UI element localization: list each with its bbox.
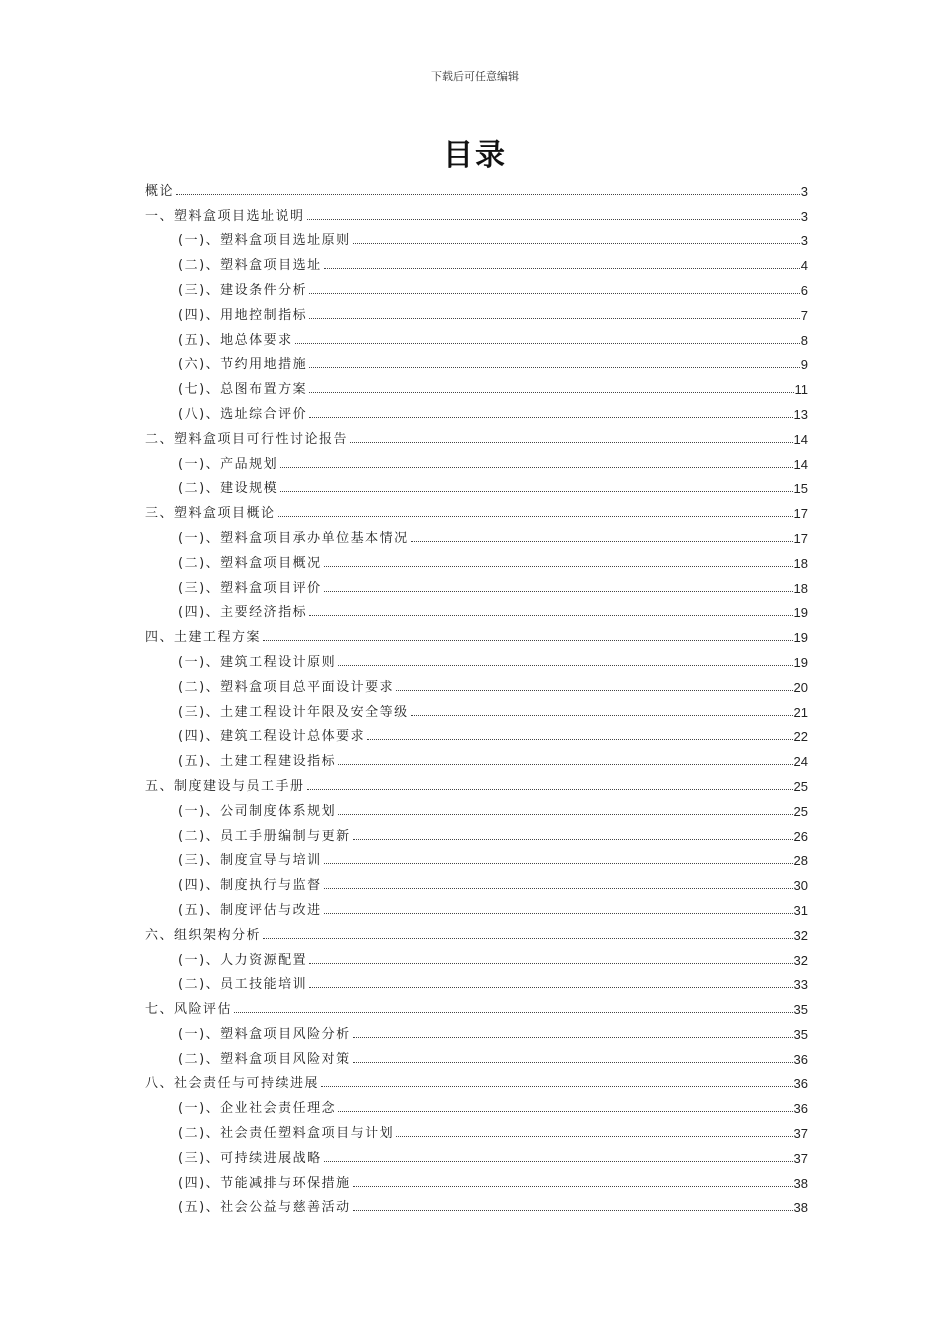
toc-subentry[interactable] [145,348,808,373]
dot-leader [278,516,793,517]
toc-page-number: 19 [793,654,808,670]
toc-entry[interactable] [145,496,808,521]
toc-entry-label: 八、社会责任与可持续进展 [145,1076,320,1092]
toc-entry[interactable] [145,422,808,447]
toc-entry-label: (四)、制度执行与监督 [178,878,322,894]
toc-entry-label: (二)、员工技能培训 [178,977,308,993]
toc-page-number: 15 [793,481,808,497]
toc-subentry[interactable] [145,248,808,273]
toc-page-number: 17 [793,506,808,522]
toc-entry-label: (二)、员工手册编制与更新 [178,828,351,844]
toc-entry-label: (二)、塑料盒项目概况 [178,555,322,571]
toc-subentry[interactable] [145,472,808,497]
toc-page-number: 8 [800,332,808,348]
toc-entry[interactable] [145,199,808,224]
toc-entry-label: (三)、塑料盒项目评价 [178,580,322,596]
toc-page-number: 32 [793,927,808,943]
toc-entry-label: 四、土建工程方案 [145,630,262,646]
toc-page-number: 31 [793,902,808,918]
toc-subentry[interactable] [145,1091,808,1116]
toc-entry-label: (五)、社会公益与慈善活动 [178,1200,351,1216]
dot-leader [324,913,793,914]
toc-entry-label: 一、塑料盒项目选址说明 [145,208,305,224]
toc-subentry[interactable] [145,670,808,695]
toc-page-number: 20 [793,679,808,695]
toc-page-number: 32 [793,952,808,968]
toc-page-number: 35 [793,1002,808,1018]
page-title: 目录 [443,138,507,173]
toc-subentry[interactable] [145,645,808,670]
toc-page-number: 30 [793,878,808,894]
toc-entry-label: (八)、选址综合评价 [178,406,308,422]
toc-entry-label: (一)、塑料盒项目承办单位基本情况 [178,530,409,546]
dot-leader [263,938,793,939]
toc-entry[interactable] [145,918,808,943]
toc-page-number: 26 [793,828,808,844]
toc-page-number: 25 [793,803,808,819]
dot-leader [324,863,793,864]
toc-entry-label: (六)、节约用地措施 [178,357,308,373]
toc-page-number: 14 [793,456,808,472]
table-of-contents [145,174,808,1215]
toc-entry-label: (三)、土建工程设计年限及安全等级 [178,704,409,720]
toc-entry[interactable] [145,1067,808,1092]
toc-page-number: 36 [793,1101,808,1117]
toc-page-number: 4 [800,258,808,274]
toc-page-number: 17 [793,530,808,546]
toc-subentry[interactable] [145,521,808,546]
toc-entry-label: 二、塑料盒项目可行性讨论报告 [145,431,349,447]
toc-subentry[interactable] [145,397,808,422]
dot-leader [324,1161,793,1162]
toc-entry-label: (一)、建筑工程设计原则 [178,654,337,670]
toc-subentry[interactable] [145,794,808,819]
toc-subentry[interactable] [145,224,808,249]
dot-leader [353,243,800,244]
dot-leader [263,640,793,641]
toc-subentry[interactable] [145,720,808,745]
toc-page-number: 18 [793,580,808,596]
dot-leader [338,1111,792,1112]
toc-entry-label: 七、风险评估 [145,1002,233,1018]
toc-page-number: 38 [793,1175,808,1191]
dot-leader [367,739,792,740]
toc-subentry[interactable] [145,571,808,596]
dot-leader [309,392,793,393]
toc-entry-label: (七)、总图布置方案 [178,382,308,398]
toc-subentry[interactable] [145,893,808,918]
toc-subentry[interactable] [145,1141,808,1166]
toc-subentry[interactable] [145,695,808,720]
dot-leader [411,541,793,542]
dot-leader [396,690,792,691]
toc-subentry[interactable] [145,1191,808,1216]
toc-subentry[interactable] [145,298,808,323]
toc-page-number: 19 [793,630,808,646]
toc-entry-label: (五)、地总体要求 [178,332,293,348]
toc-subentry[interactable] [145,968,808,993]
toc-page-number: 19 [793,605,808,621]
dot-leader [307,219,800,220]
toc-entry-label: (二)、社会责任塑料盒项目与计划 [178,1126,395,1142]
dot-leader [411,715,793,716]
toc-subentry[interactable] [145,868,808,893]
toc-entry-label: (四)、建筑工程设计总体要求 [178,729,366,745]
dot-leader [234,1012,793,1013]
toc-page-number: 24 [793,754,808,770]
dot-leader [309,615,792,616]
toc-page-number: 33 [793,977,808,993]
toc-entry-label: (二)、塑料盒项目总平面设计要求 [178,679,395,695]
toc-entry-label: 六、组织架构分析 [145,927,262,943]
toc-page-number: 35 [793,1026,808,1042]
toc-subentry[interactable] [145,273,808,298]
toc-entry[interactable] [145,769,808,794]
dot-leader [280,491,792,492]
toc-entry-label: 三、塑料盒项目概论 [145,506,276,522]
toc-page-number: 36 [793,1076,808,1092]
toc-entry-label: (一)、产品规划 [178,456,279,472]
dot-leader [307,789,793,790]
toc-entry-label: (五)、制度评估与改进 [178,902,322,918]
toc-entry-label: 五、制度建设与员工手册 [145,778,305,794]
dot-leader [309,417,792,418]
toc-subentry[interactable] [145,844,808,869]
toc-page-number: 38 [793,1200,808,1216]
dot-leader [338,665,792,666]
dot-leader [353,839,793,840]
toc-subentry[interactable] [145,1116,808,1141]
toc-page-number: 7 [800,307,808,323]
toc-subentry[interactable] [145,447,808,472]
dot-leader [295,343,800,344]
toc-entry-label: (五)、土建工程建设指标 [178,754,337,770]
toc-entry-label: (一)、塑料盒项目选址原则 [178,233,351,249]
dot-leader [176,194,800,195]
toc-entry-label: (三)、建设条件分析 [178,282,308,298]
toc-page-number: 28 [793,853,808,869]
dot-leader [309,293,800,294]
toc-entry-label: (二)、塑料盒项目风险对策 [178,1051,351,1067]
toc-entry-label: (四)、节能减排与环保措施 [178,1175,351,1191]
dot-leader [309,318,800,319]
toc-entry-label: (三)、可持续进展战略 [178,1150,322,1166]
toc-subentry[interactable] [145,1017,808,1042]
dot-leader [350,442,793,443]
toc-entry[interactable] [145,992,808,1017]
toc-subentry[interactable] [145,546,808,571]
toc-subentry[interactable] [145,372,808,397]
dot-leader [324,566,793,567]
dot-leader [324,888,793,889]
toc-subentry[interactable] [145,744,808,769]
toc-page-number: 3 [800,233,808,249]
toc-page-number: 11 [794,382,808,398]
dot-leader [353,1210,793,1211]
dot-leader [338,764,792,765]
dot-leader [353,1037,793,1038]
dot-leader [309,367,800,368]
dot-leader [353,1062,793,1063]
toc-page-number: 25 [793,778,808,794]
toc-entry-label: (一)、塑料盒项目风险分析 [178,1026,351,1042]
toc-page-number: 18 [793,555,808,571]
dot-leader [321,1086,793,1087]
header-note: 下载后可任意编辑 [431,70,519,83]
dot-leader [280,467,792,468]
toc-subentry[interactable] [145,819,808,844]
toc-entry-label: (一)、人力资源配置 [178,952,308,968]
toc-page-number: 9 [800,357,808,373]
toc-page-number: 36 [793,1051,808,1067]
toc-subentry[interactable] [145,1042,808,1067]
dot-leader [309,963,792,964]
toc-page-number: 13 [793,406,808,422]
toc-page-number: 3 [800,183,808,199]
dot-leader [324,268,800,269]
toc-page-number: 3 [800,208,808,224]
toc-entry-label: (一)、企业社会责任理念 [178,1101,337,1117]
toc-entry-label: (一)、公司制度体系规划 [178,803,337,819]
toc-subentry[interactable] [145,1166,808,1191]
toc-page-number: 22 [793,729,808,745]
toc-entry-label: (二)、建设规模 [178,481,279,497]
dot-leader [309,987,792,988]
dot-leader [338,814,792,815]
toc-page-number: 37 [793,1150,808,1166]
toc-page-number: 37 [793,1126,808,1142]
toc-entry-label: 概论 [145,183,175,199]
toc-page-number: 14 [793,431,808,447]
dot-leader [324,591,793,592]
toc-subentry[interactable] [145,323,808,348]
toc-page-number: 21 [793,704,808,720]
toc-subentry[interactable] [145,943,808,968]
dot-leader [353,1186,793,1187]
toc-entry-label: (四)、主要经济指标 [178,605,308,621]
dot-leader [396,1136,792,1137]
toc-subentry[interactable] [145,596,808,621]
toc-entry-label: (四)、用地控制指标 [178,307,308,323]
toc-entry-label: (二)、塑料盒项目选址 [178,258,322,274]
toc-entry[interactable] [145,174,808,199]
toc-page-number: 6 [800,282,808,298]
toc-entry[interactable] [145,620,808,645]
toc-entry-label: (三)、制度宣导与培训 [178,853,322,869]
